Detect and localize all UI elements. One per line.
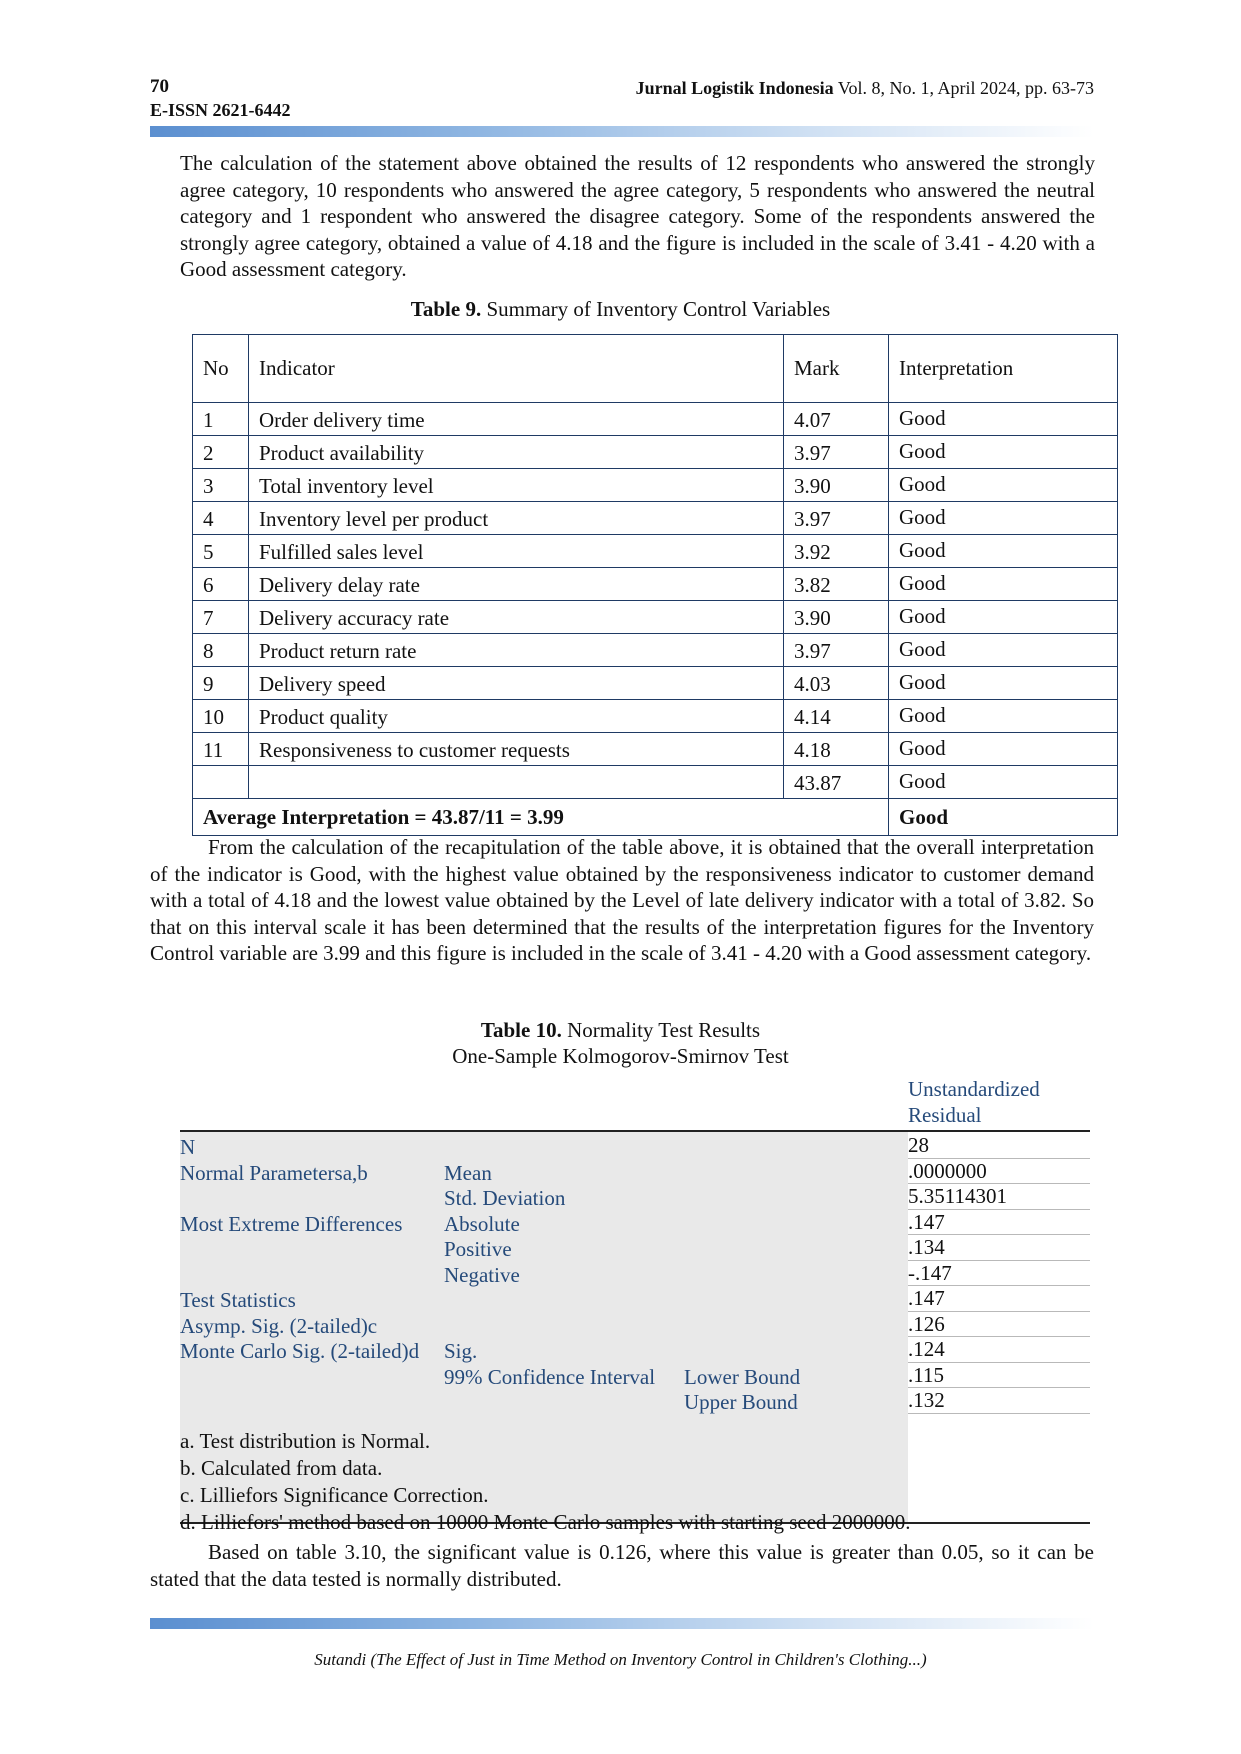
table9-cell-indicator: Delivery accuracy rate — [249, 601, 784, 634]
journal-info — [636, 78, 1094, 99]
table9-row — [193, 502, 1118, 535]
table9-header-indicator: Indicator — [249, 335, 784, 403]
table9-average-value: Good — [889, 799, 1118, 836]
table9-cell-no: 10 — [193, 700, 249, 733]
table10-value: -.147 — [908, 1261, 1090, 1287]
table10-label-c1: Monte Carlo Sig. (2-tailed)d — [180, 1339, 420, 1363]
table10-value: .134 — [908, 1235, 1090, 1261]
table10-label-c1: Most Extreme Differences — [180, 1211, 403, 1236]
table9-row — [193, 667, 1118, 700]
table9-cell-indicator — [249, 766, 784, 799]
table9-cell-interpretation: Good — [889, 766, 1118, 799]
page-header — [150, 76, 1094, 120]
table9-cell-interpretation: Good — [889, 403, 1118, 436]
table9-average-row — [193, 799, 1118, 836]
table9-cell-no: 3 — [193, 469, 249, 502]
table10-value: .124 — [908, 1337, 1090, 1363]
table9-cell-indicator: Responsiveness to customer requests — [249, 733, 784, 766]
table9-cell-no: 5 — [193, 535, 249, 568]
table10-value: 5.35114301 — [908, 1184, 1090, 1210]
table9-header-interpretation: Interpretation — [889, 335, 1118, 403]
footer-divider — [150, 1618, 1094, 1629]
table10-label-c2: Absolute — [444, 1211, 520, 1236]
table10-caption-text: Normality Test Results — [561, 1018, 761, 1042]
table9-header-no: No — [193, 335, 249, 403]
table10-subcaption: One-Sample Kolmogorov-Smirnov Test — [452, 1044, 789, 1068]
table10-value: 28 — [908, 1133, 1090, 1159]
table10-value: .147 — [908, 1210, 1090, 1236]
table10-column-header-line1: Unstandardized — [908, 1077, 1040, 1101]
table9-cell-no: 6 — [193, 568, 249, 601]
page-footer: Sutandi (The Effect of Just in Time Method on Inventory Control in Children's Clothing...) — [314, 1650, 927, 1669]
table10-column-header-line2: Residual — [908, 1103, 982, 1127]
table9-cell-no: 4 — [193, 502, 249, 535]
table9-row — [193, 403, 1118, 436]
table9-row — [193, 700, 1118, 733]
table9-cell-interpretation: Good — [889, 568, 1118, 601]
table9-cell-indicator: Delivery delay rate — [249, 568, 784, 601]
table9-cell-indicator: Product return rate — [249, 634, 784, 667]
table9-cell-interpretation: Good — [889, 502, 1118, 535]
journal-details: Vol. 8, No. 1, April 2024, pp. 63-73 — [833, 78, 1094, 98]
table10-label-c2: 99% Confidence Interval — [444, 1364, 656, 1389]
table10-label-c3: Upper Bound — [684, 1390, 798, 1414]
header-divider — [150, 126, 1094, 137]
table9-cell-no: 8 — [193, 634, 249, 667]
footnote-c: c. Lilliefors Significance Correction. — [180, 1483, 489, 1507]
middle-paragraph: From the calculation of the recapitulation of the table above, it is obtained that the overall interpretation of the indicator is Good, with the highest value obtained by the responsiveness indicator to customer demand with a total of 4.18 and the lowest value obtained by the Level of late delivery indicator with a total of 3.82. So that on this interval scale it has been determined that the results of the interpretation figures for the Inventory Control variable are 3.99 and this figure is included in the scale of 3.41 - 4.20 with a Good assessment category. — [150, 835, 1094, 965]
table9-row — [193, 766, 1118, 799]
table9-cell-mark: 4.07 — [784, 403, 889, 436]
table9-row — [193, 568, 1118, 601]
table9-cell-indicator: Product quality — [249, 700, 784, 733]
table10-value: .115 — [908, 1363, 1090, 1389]
table9-cell-interpretation: Good — [889, 667, 1118, 700]
table9 — [192, 334, 1118, 836]
table9-cell-indicator: Inventory level per product — [249, 502, 784, 535]
table9-cell-no: 11 — [193, 733, 249, 766]
table9-cell-no: 7 — [193, 601, 249, 634]
table10-caption — [0, 1018, 1241, 1043]
table9-cell-mark: 3.82 — [784, 568, 889, 601]
table9-cell-mark: 3.90 — [784, 469, 889, 502]
table9-row — [193, 535, 1118, 568]
table10-value: .132 — [908, 1388, 1090, 1414]
closing-paragraph: Based on table 3.10, the significant value is 0.126, where this value is greater than 0.05, so it can be stated that the data tested is normally distributed. — [150, 1540, 1094, 1591]
table9-row — [193, 601, 1118, 634]
table9-header-row — [193, 335, 1118, 403]
table10-label-c2: Mean — [444, 1160, 492, 1185]
table9-cell-no: 2 — [193, 436, 249, 469]
table9-cell-mark: 43.87 — [784, 766, 889, 799]
table9-cell-indicator: Total inventory level — [249, 469, 784, 502]
table9-cell-mark: 3.97 — [784, 634, 889, 667]
table9-cell-interpretation: Good — [889, 700, 1118, 733]
intro-paragraph: The calculation of the statement above obtained the results of 12 respondents who answered the strongly agree category, 10 respondents who answered the agree category, 5 respondents who answered the neutral category and 1 respondent who answered the disagree category. Some of the respondents answered the strongly agree category, obtained a value of 4.18 and the figure is included in the scale of 3.41 - 4.20 with a Good assessment category. — [180, 151, 1095, 281]
table9-row — [193, 469, 1118, 502]
table9-cell-mark: 3.97 — [784, 502, 889, 535]
table10-caption-label: Table 10. — [480, 1018, 562, 1042]
table9-cell-indicator: Delivery speed — [249, 667, 784, 700]
issn: E-ISSN 2621-6442 — [150, 100, 291, 120]
table9-cell-mark: 3.97 — [784, 436, 889, 469]
table10-value: .147 — [908, 1286, 1090, 1312]
table9-cell-interpretation: Good — [889, 634, 1118, 667]
table10-label-c1: Normal Parametersa,b — [180, 1160, 368, 1185]
table9-cell-mark: 4.18 — [784, 733, 889, 766]
table9-average-label: Average Interpretation = 43.87/11 = 3.99 — [193, 799, 889, 836]
table9-cell-indicator: Product availability — [249, 436, 784, 469]
journal-name: Jurnal Logistik Indonesia — [635, 78, 834, 98]
table9-header-mark: Mark — [784, 335, 889, 403]
table9-cell-interpretation: Good — [889, 535, 1118, 568]
footnote-d: d. Lilliefors' method based on 10000 Monte Carlo samples with starting seed 2000000. — [180, 1510, 911, 1534]
table10-value: .0000000 — [908, 1159, 1090, 1185]
footnote-a: a. Test distribution is Normal. — [180, 1429, 431, 1453]
table9-cell-interpretation: Good — [889, 601, 1118, 634]
table9-cell-interpretation: Good — [889, 733, 1118, 766]
table9-cell-mark: 4.03 — [784, 667, 889, 700]
table10-label-c1: Asymp. Sig. (2-tailed)c — [180, 1313, 378, 1338]
table10-label-c2: Std. Deviation — [444, 1186, 566, 1210]
table9-cell-no: 1 — [193, 403, 249, 436]
table9-cell-indicator: Fulfilled sales level — [249, 535, 784, 568]
table9-cell-mark: 4.14 — [784, 700, 889, 733]
table10-value: .126 — [908, 1312, 1090, 1338]
table9-cell-interpretation: Good — [889, 469, 1118, 502]
table9-row — [193, 436, 1118, 469]
table9-cell-indicator: Order delivery time — [249, 403, 784, 436]
table10-label-c3: Lower Bound — [684, 1364, 801, 1389]
page-number: 70 — [150, 76, 169, 97]
table9-caption-text: Summary of Inventory Control Variables — [481, 297, 831, 321]
table9-cell-interpretation: Good — [889, 436, 1118, 469]
table9-cell-mark: 3.90 — [784, 601, 889, 634]
table10-column-header — [908, 1076, 1040, 1128]
table9-row — [193, 634, 1118, 667]
table9-cell-mark: 3.92 — [784, 535, 889, 568]
table10-label-c2: Positive — [444, 1237, 512, 1261]
table10-label-c2: Sig. — [444, 1339, 478, 1363]
table10-label-c2: Negative — [444, 1262, 520, 1287]
table10-label-c1: N — [180, 1135, 196, 1159]
footnote-b: b. Calculated from data. — [180, 1456, 383, 1480]
table9-caption — [0, 297, 1241, 322]
table9-cell-no — [193, 766, 249, 799]
table9-row — [193, 733, 1118, 766]
table10-label-c1: Test Statistics — [180, 1288, 296, 1312]
table9-caption-label: Table 9. — [410, 297, 482, 321]
table9-cell-no: 9 — [193, 667, 249, 700]
